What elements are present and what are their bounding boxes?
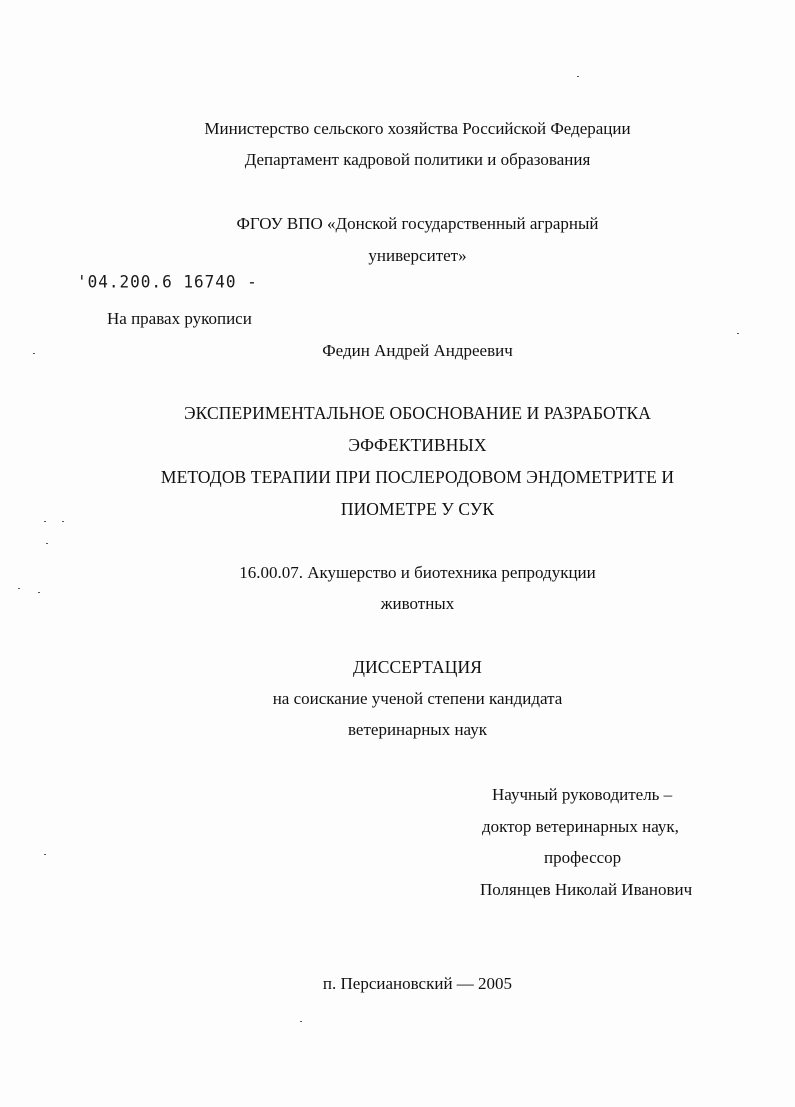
department-line: Департамент кадровой политики и образования <box>244 150 591 169</box>
title-line-3: МЕТОДОВ ТЕРАПИИ ПРИ ПОСЛЕРОДОВОМ ЭНДОМЕТРИТЕ И <box>160 467 675 487</box>
scan-speck <box>62 521 64 522</box>
institution-line-2: университет» <box>368 246 467 265</box>
archive-stamp: '04.200.6 16740 - <box>77 271 258 292</box>
author-name: Федин Андрей Андреевич <box>322 341 513 360</box>
place-and-year: п. Персиановский — 2005 <box>322 974 513 993</box>
scan-speck <box>737 333 739 334</box>
title-line-2: ЭФФЕКТИВНЫХ <box>348 435 487 455</box>
degree-line-1: на соискание ученой степени кандидата <box>272 689 563 708</box>
supervisor-line-2: доктор ветеринарных наук, <box>482 817 679 836</box>
title-line-1: ЭКСПЕРИМЕНТАЛЬНОЕ ОБОСНОВАНИЕ И РАЗРАБОТКА <box>183 403 652 423</box>
supervisor-name: Полянцев Николай Иванович <box>480 880 693 899</box>
ministry-line: Министерство сельского хозяйства Российской Федерации <box>204 119 631 138</box>
scan-speck <box>577 76 579 77</box>
scan-speck <box>46 543 48 544</box>
manuscript-note: На правах рукописи <box>107 309 252 328</box>
scan-speck <box>44 854 46 855</box>
degree-line-2: ветеринарных наук <box>348 720 487 739</box>
scan-speck <box>300 1021 302 1022</box>
specialty-line-2: животных <box>380 594 455 613</box>
supervisor-line-1: Научный руководитель – <box>492 785 673 804</box>
scan-speck <box>44 521 46 522</box>
work-type-heading: ДИССЕРТАЦИЯ <box>352 657 483 677</box>
supervisor-line-3: профессор <box>544 848 622 867</box>
specialty-line-1: 16.00.07. Акушерство и биотехника репродукции <box>239 563 596 582</box>
institution-line-1: ФГОУ ВПО «Донской государственный аграрный <box>236 214 599 233</box>
scan-speck <box>18 588 20 589</box>
title-line-4: ПИОМЕТРЕ У СУК <box>340 499 495 519</box>
